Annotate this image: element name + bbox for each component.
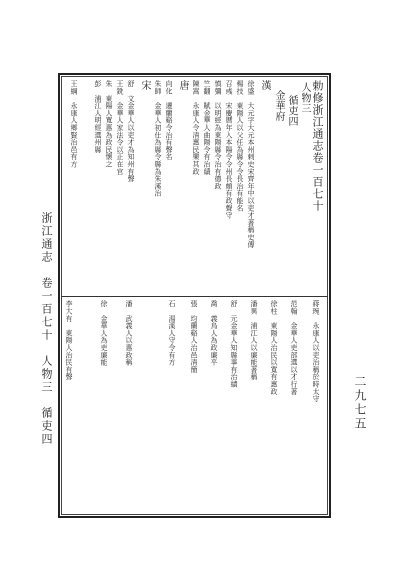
text-column: 舒 文金華人以吏才為知州有聲 [127,80,135,183]
text-column: 朱師 金華人初仕為縣令縣為朱溪治 [154,80,162,197]
dynasty-heading: 宋 [139,80,150,91]
margin-running-title: 浙江通志 卷一百七十 人物三 循吏四 [40,212,53,446]
text-column: 喬 義烏人為政廉平 [210,300,218,366]
text-column: 舒 元金華人知縣事有治績 [230,300,238,388]
text-column: 徐盛 大元字大元本州刺史宋齊年中以吏才著稱史傳 [247,80,255,248]
text-column: 慎彌 以明經為東陽縣令治有德政 [214,80,222,190]
dynasty-heading: 唐 [177,80,188,91]
text-column: 召彧 宋慶曆年入本陽令令州長頗有政聲守 [225,80,233,219]
text-column: 李大有 東陽人治民有聲 [65,300,73,381]
text-column: 陳嵩 永康人令清惠民樂其政 [192,80,200,175]
text-column: 徐 金華人為吏廉能 [100,300,108,366]
text-column: 石 湯溪人守令有方 [168,300,176,366]
category-title: 人物三 [299,82,310,114]
subcategory-title: 循吏四 [286,95,297,127]
text-column: 朱 東陽人寬惠為政民懷之 [105,80,113,168]
text-column: 潘異 浦江人以廉能著稱 [250,300,258,381]
text-column: 蔣琬 永康人以吏治稱於時太守 [312,300,320,403]
dynasty-heading: 漢 [259,80,270,91]
text-column: 王銑 金華人家法令以正在官 [116,80,124,175]
prefecture-title: 金華府 [273,90,284,122]
text-column: 彭 浦江人明經選州縣 [94,80,102,153]
text-column: 范翰 金華人吏部選以才行著 [290,300,298,395]
text-column: 潘 武義人以惠政稱 [125,300,133,366]
text-column: 竺翻 賦金華人曲陽令有治績 [203,80,211,175]
text-column: 楊技 東陽人以父任為縣令令長治有能名 [236,80,244,212]
text-column: 張 均蘭谿人治邑清簡 [190,300,198,373]
text-column: 王綱 永康人鄉賢治邑有方 [70,80,78,168]
page-number: 二九七五 [353,375,367,431]
middle-divider [61,296,328,297]
book-title: 勅修浙江通志卷一百七十 [311,80,324,212]
text-column: 徐柱 東陽人治民以寬有惠政 [270,300,278,395]
text-column: 向化 遷蘭谿令治有聲名 [165,80,173,161]
